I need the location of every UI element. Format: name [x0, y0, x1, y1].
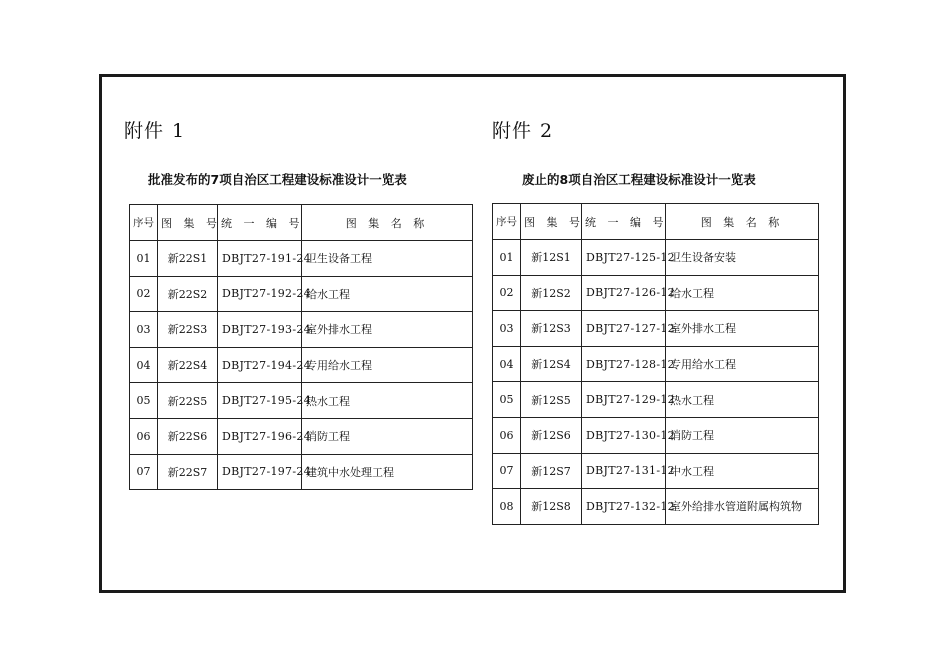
- cell-seq: 01: [130, 241, 158, 277]
- cell-unified-code: DBJT27-191-24: [218, 241, 302, 277]
- table-header-row: [493, 204, 819, 240]
- cell-seq: 08: [493, 489, 521, 525]
- cell-atlas-name: 热水工程: [666, 382, 819, 418]
- cell-unified-code: DBJT27-132-12: [582, 489, 666, 525]
- annex1-heading-label: 附件: [124, 120, 165, 142]
- cell-unified-code: DBJT27-192-24: [218, 276, 302, 312]
- cell-unified-code: DBJT27-195-24: [218, 383, 302, 419]
- annex1-table: [129, 204, 473, 490]
- cell-atlas-no: 新22S7: [158, 454, 218, 490]
- annex2-subtitle: 废止的8项自治区工程建设标准设计一览表: [522, 172, 756, 187]
- annex1-subtitle: 批准发布的7项自治区工程建设标准设计一览表: [148, 172, 407, 187]
- cell-unified-code: DBJT27-196-24: [218, 418, 302, 454]
- table-header-row: [130, 205, 473, 241]
- annex2-heading-label: 附件: [492, 120, 533, 142]
- cell-seq: 03: [130, 312, 158, 348]
- table-row: [493, 275, 819, 311]
- cell-seq: 02: [130, 276, 158, 312]
- cell-unified-code: DBJT27-129-12: [582, 382, 666, 418]
- cell-atlas-no: 新12S5: [521, 382, 582, 418]
- annex2-table: [492, 203, 819, 525]
- cell-atlas-no: 新22S6: [158, 418, 218, 454]
- cell-atlas-no: 新22S3: [158, 312, 218, 348]
- cell-atlas-no: 新12S6: [521, 417, 582, 453]
- col-header-unified-code: 统 一 编 号: [582, 204, 666, 240]
- annex1-heading: [124, 116, 185, 143]
- cell-atlas-name: 室外排水工程: [666, 311, 819, 347]
- cell-atlas-no: 新12S1: [521, 240, 582, 276]
- cell-unified-code: DBJT27-127-12: [582, 311, 666, 347]
- table-row: [130, 241, 473, 277]
- cell-atlas-name: 室外给排水管道附属构筑物: [666, 489, 819, 525]
- cell-atlas-no: 新12S4: [521, 346, 582, 382]
- cell-atlas-name: 建筑中水处理工程: [302, 454, 473, 490]
- table-row: [130, 276, 473, 312]
- cell-unified-code: DBJT27-126-12: [582, 275, 666, 311]
- cell-unified-code: DBJT27-128-12: [582, 346, 666, 382]
- cell-atlas-no: 新22S5: [158, 383, 218, 419]
- cell-atlas-name: 中水工程: [666, 453, 819, 489]
- col-header-atlas-name: 图 集 名 称: [302, 205, 473, 241]
- cell-seq: 01: [493, 240, 521, 276]
- cell-atlas-name: 给水工程: [666, 275, 819, 311]
- cell-atlas-no: 新12S3: [521, 311, 582, 347]
- annex2-heading-number: 2: [540, 120, 554, 142]
- cell-unified-code: DBJT27-194-24: [218, 347, 302, 383]
- cell-atlas-no: 新22S4: [158, 347, 218, 383]
- cell-seq: 02: [493, 275, 521, 311]
- col-header-atlas-no: 图 集 号: [521, 204, 582, 240]
- cell-atlas-no: 新12S8: [521, 489, 582, 525]
- cell-atlas-name: 卫生设备安装: [666, 240, 819, 276]
- col-header-atlas-name: 图 集 名 称: [666, 204, 819, 240]
- annex2-heading: [492, 116, 553, 143]
- cell-seq: 04: [130, 347, 158, 383]
- table-row: [130, 347, 473, 383]
- cell-atlas-no: 新12S7: [521, 453, 582, 489]
- table-row: [130, 454, 473, 490]
- table-row: [493, 382, 819, 418]
- cell-unified-code: DBJT27-130-12: [582, 417, 666, 453]
- cell-seq: 05: [130, 383, 158, 419]
- cell-seq: 03: [493, 311, 521, 347]
- table-row: [130, 312, 473, 348]
- cell-atlas-no: 新22S2: [158, 276, 218, 312]
- col-header-seq: 序号: [130, 205, 158, 241]
- cell-atlas-name: 消防工程: [666, 417, 819, 453]
- col-header-atlas-no: 图 集 号: [158, 205, 218, 241]
- table-row: [493, 453, 819, 489]
- cell-seq: 05: [493, 382, 521, 418]
- cell-atlas-no: 新12S2: [521, 275, 582, 311]
- cell-seq: 07: [493, 453, 521, 489]
- cell-atlas-name: 卫生设备工程: [302, 241, 473, 277]
- table-row: [493, 311, 819, 347]
- cell-atlas-name: 给水工程: [302, 276, 473, 312]
- col-header-seq: 序号: [493, 204, 521, 240]
- table-row: [493, 240, 819, 276]
- cell-atlas-no: 新22S1: [158, 241, 218, 277]
- cell-unified-code: DBJT27-197-24: [218, 454, 302, 490]
- annex1-heading-number: 1: [172, 120, 186, 142]
- cell-seq: 07: [130, 454, 158, 490]
- table-row: [130, 383, 473, 419]
- col-header-unified-code: 统 一 编 号: [218, 205, 302, 241]
- cell-seq: 06: [130, 418, 158, 454]
- cell-atlas-name: 专用给水工程: [302, 347, 473, 383]
- cell-seq: 04: [493, 346, 521, 382]
- cell-unified-code: DBJT27-131-12: [582, 453, 666, 489]
- table-row: [493, 346, 819, 382]
- cell-unified-code: DBJT27-193-24: [218, 312, 302, 348]
- cell-seq: 06: [493, 417, 521, 453]
- cell-atlas-name: 专用给水工程: [666, 346, 819, 382]
- table-row: [130, 418, 473, 454]
- table-row: [493, 417, 819, 453]
- cell-atlas-name: 消防工程: [302, 418, 473, 454]
- table-row: [493, 489, 819, 525]
- cell-unified-code: DBJT27-125-12: [582, 240, 666, 276]
- cell-atlas-name: 热水工程: [302, 383, 473, 419]
- cell-atlas-name: 室外排水工程: [302, 312, 473, 348]
